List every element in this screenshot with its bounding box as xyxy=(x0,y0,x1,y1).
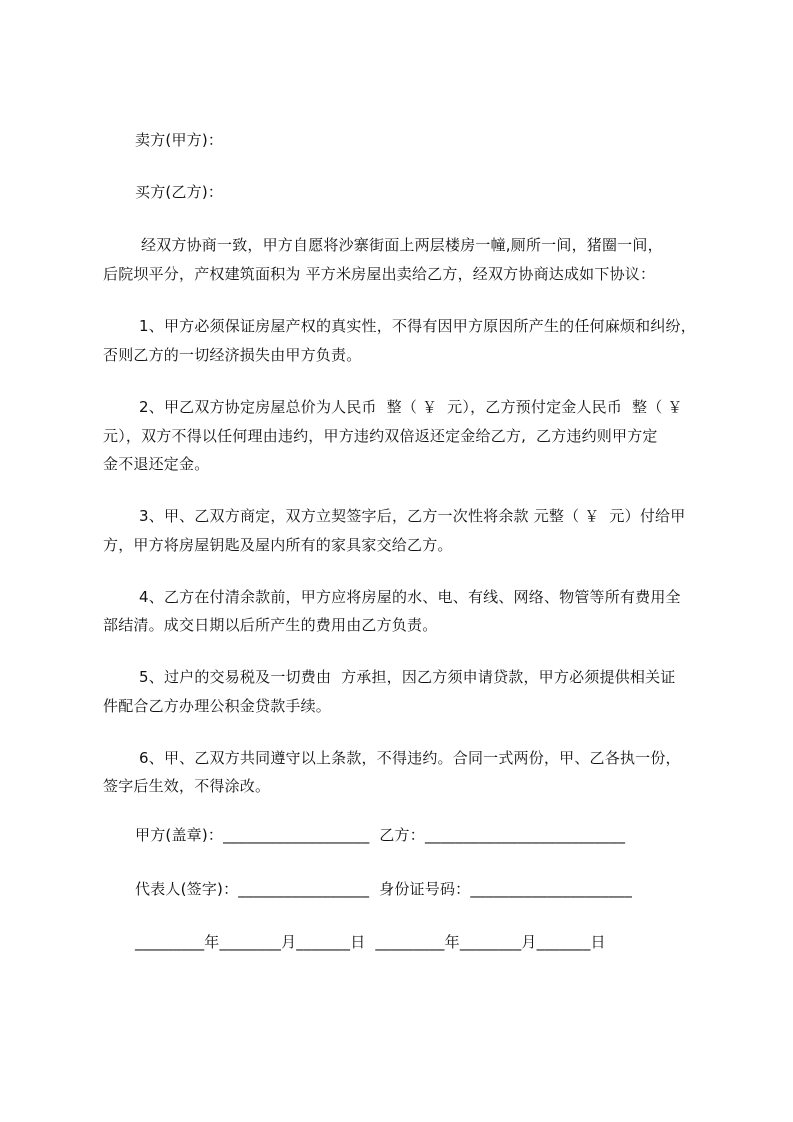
clause-4-line-2: 部结清。成交日期以后所产生的费用由乙方负责。 xyxy=(103,616,438,634)
clause-3-line-2: 方，甲方将房屋钥匙及屋内所有的家具家交给乙方。 xyxy=(103,536,453,554)
intro-line-2: 后院坝平分，产权建筑面积为 平方米房屋出卖给乙方，经双方协商达成如下协议： xyxy=(103,265,656,283)
clause-1-line-1: 1、甲方必须保证房屋产权的真实性，不得有因甲方原因所产生的任何麻烦和纠纷， xyxy=(139,317,696,335)
clause-2-line-1: 2、甲乙双方协定房屋总价为人民币 整（ ￥ 元），乙方预付定金人民币 整（ ￥ xyxy=(139,398,683,416)
clause-2-line-3: 金不退还定金。 xyxy=(103,455,210,473)
clause-3-line-1: 3、甲、乙双方商定，双方立契签字后，乙方一次性将余款 元整（ ￥ 元）付给甲 xyxy=(139,507,686,525)
clause-6-line-1: 6、甲、乙双方共同遵守以上条款，不得违约。合同一式两份，甲、乙各执一份， xyxy=(139,749,681,767)
buyer-label: 买方(乙方)： xyxy=(135,183,224,201)
signature-row-date: _________年________月_______日 _________年________月_______日 xyxy=(135,933,606,951)
clause-6-line-2: 签字后生效，不得涂改。 xyxy=(103,777,271,795)
seller-label: 卖方(甲方)： xyxy=(135,131,224,149)
clause-4-line-1: 4、乙方在付清余款前，甲方应将房屋的水、电、有线、网络、物管等所有费用全 xyxy=(139,588,681,606)
signature-row-party: 甲方(盖章)：___________________ 乙方：__________________________ xyxy=(135,826,626,844)
signature-row-representative: 代表人(签字)：_________________ 身份证号码：_____________________ xyxy=(135,880,633,898)
clause-5-line-2: 件配合乙方办理公积金贷款手续。 xyxy=(103,697,332,715)
clause-1-line-2: 否则乙方的一切经济损失由甲方负责。 xyxy=(103,346,362,364)
clause-2-line-2: 元），双方不得以任何理由违约，甲方违约双倍返还定金给乙方, 乙方违约则甲方定 xyxy=(103,427,658,445)
intro-line-1: 经双方协商一致，甲方自愿将沙寨街面上两层楼房一幢,厕所一间，猪圈一间， xyxy=(141,236,663,254)
clause-5-line-1: 5、过户的交易税及一切费由 方承担，因乙方须申请贷款，甲方必须提供相关证 xyxy=(139,668,676,686)
